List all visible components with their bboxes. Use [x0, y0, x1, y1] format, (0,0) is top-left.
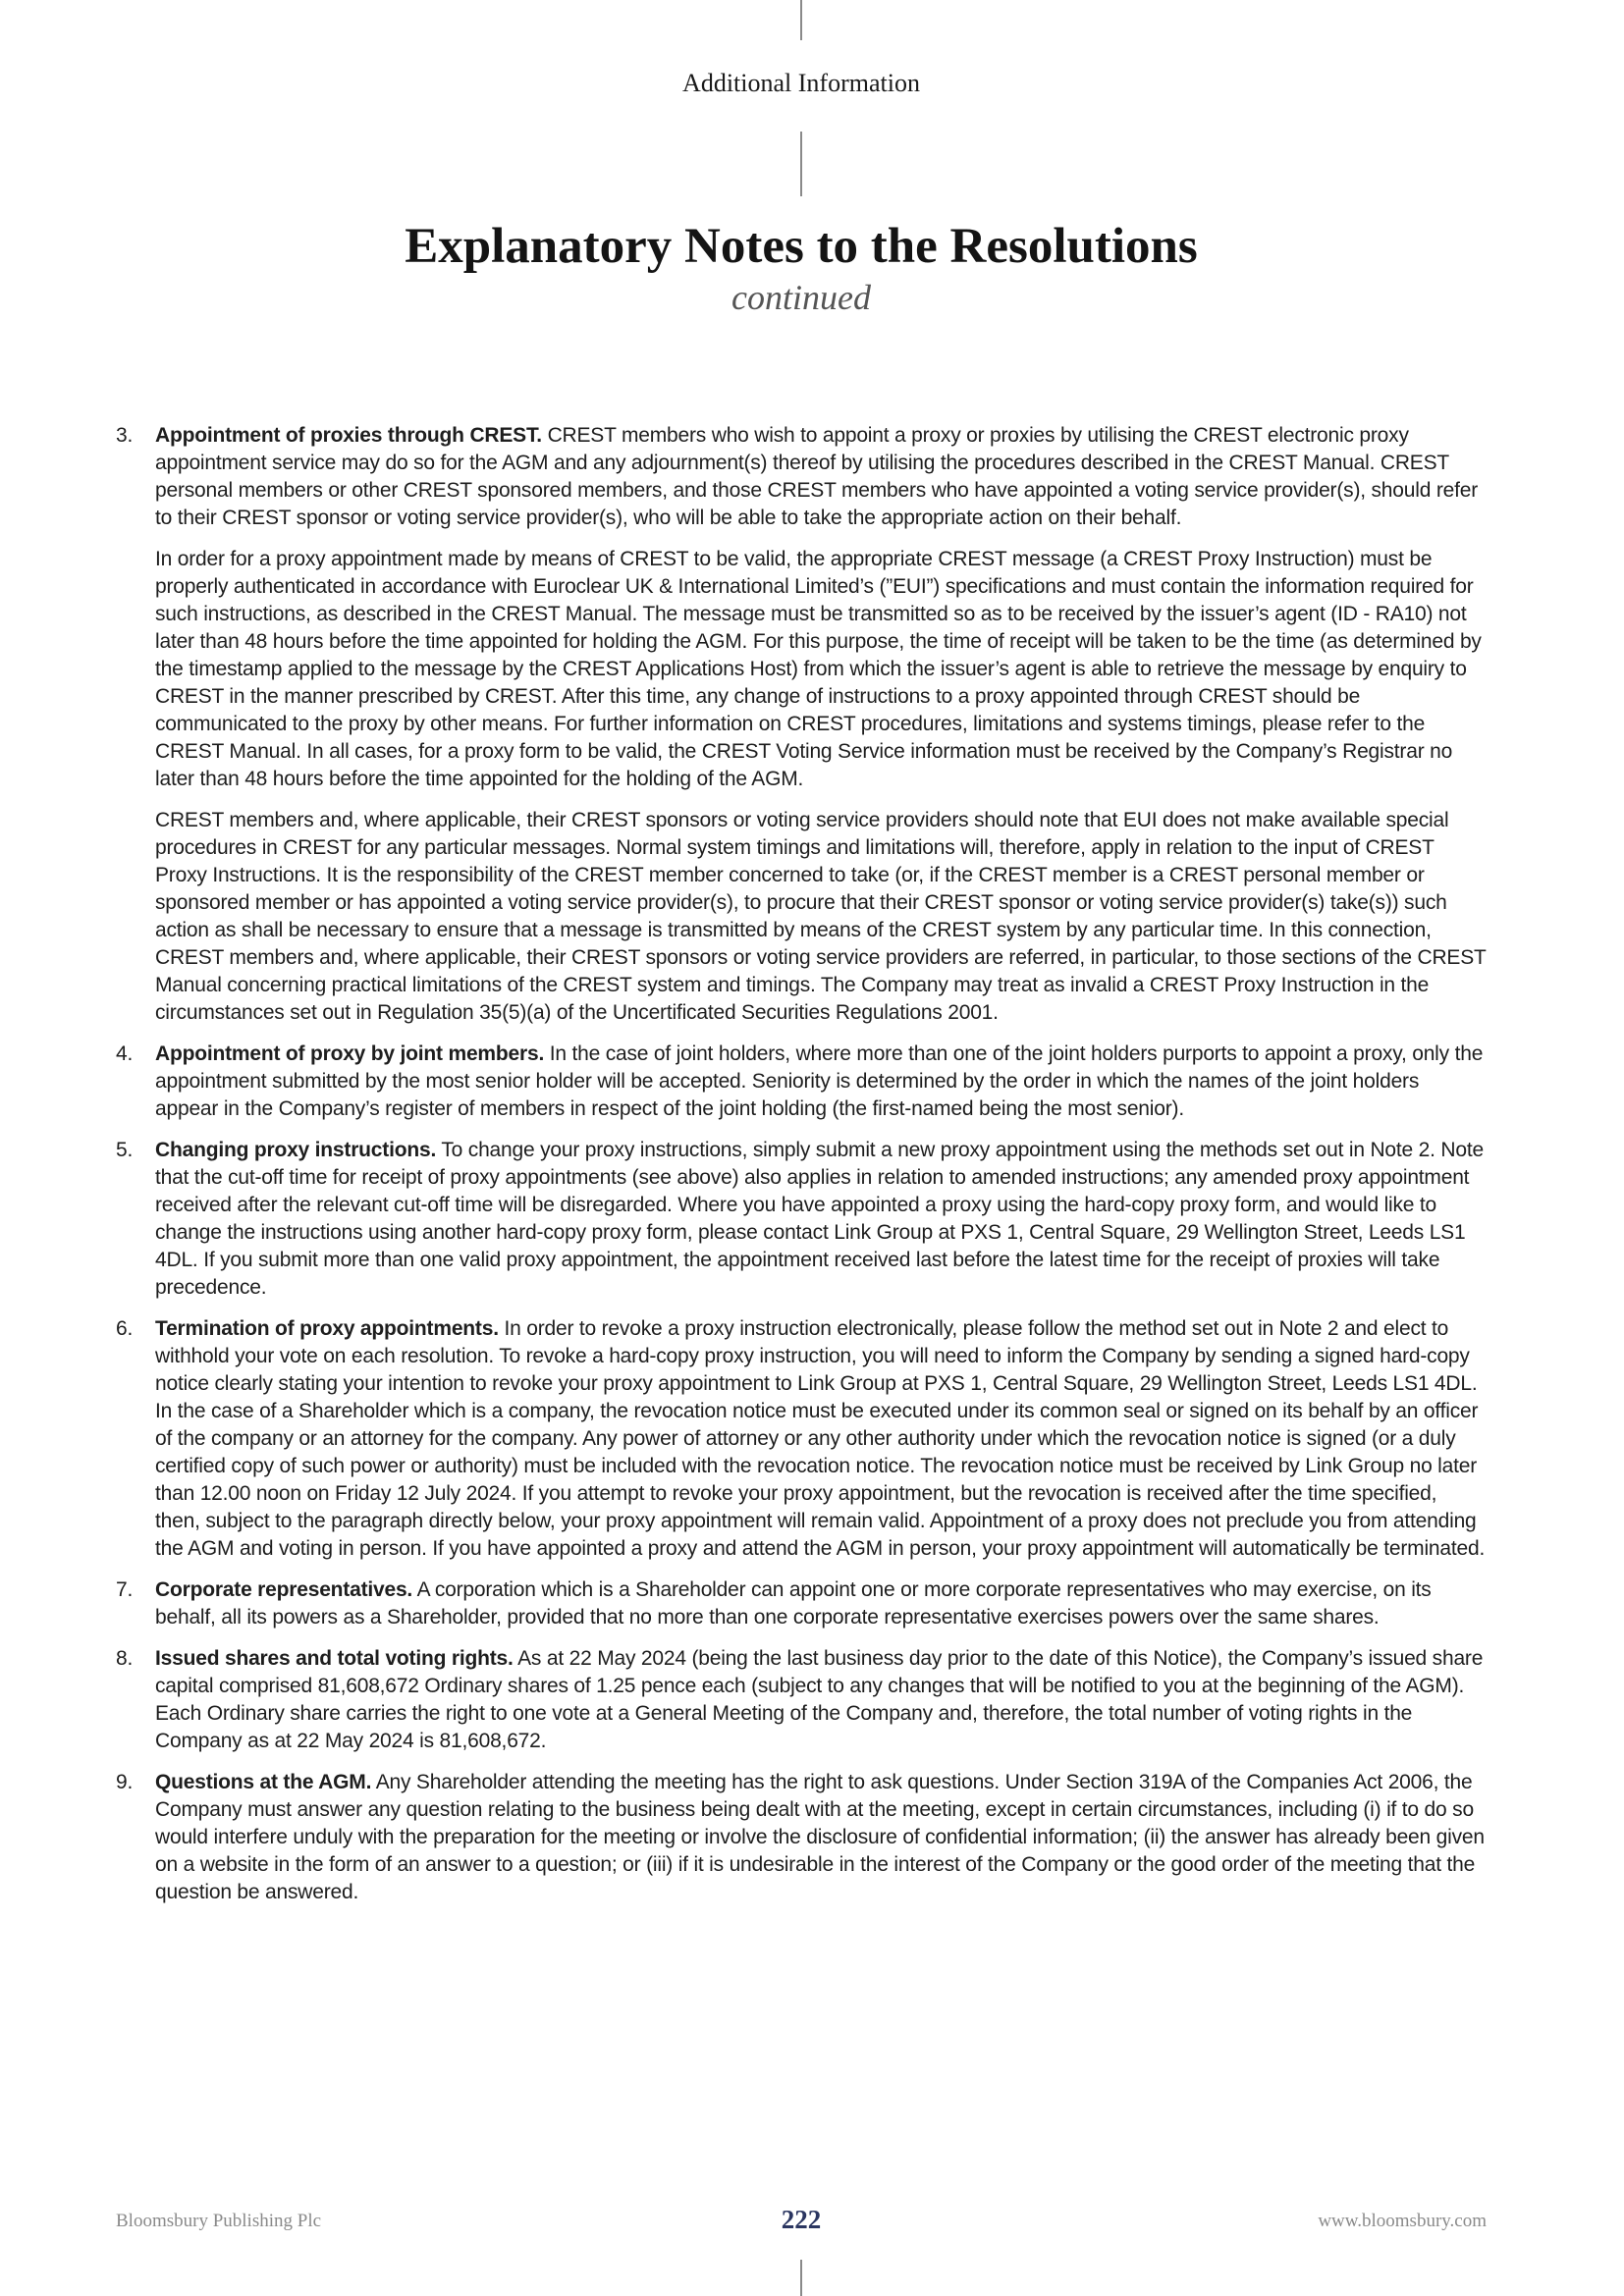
note-number: 5. — [116, 1139, 134, 1161]
note-text: Any Shareholder attending the meeting has the right to ask questions. Under Section 319A of the Companies Act 2006, the Company must answer any question relating to the business being dealt with at the meeting, except in certain circumstances, including (i) if to do so would interfere unduly with the preparation for the meeting or involve the disclosure of confidential information; (ii) the answer has already been given on a website in the form of an answer to a question; or (iii) if it is undesirable in the interest of the Company or the good order of the meeting that the question be answered. — [155, 1771, 1485, 1903]
note-item — [116, 1645, 1487, 1755]
footer-website: www.bloomsbury.com — [1318, 2211, 1487, 2231]
note-number: 6. — [116, 1317, 134, 1340]
note-item — [116, 1041, 1487, 1123]
page-subtitle: continued — [731, 278, 871, 317]
note-item — [116, 1769, 1487, 1906]
note-item — [116, 1137, 1487, 1302]
note-heading: Appointment of proxy by joint members. — [155, 1042, 545, 1065]
notes-list — [116, 422, 1487, 1920]
note-number: 3. — [116, 424, 134, 447]
note-item — [116, 1576, 1487, 1631]
note-heading: Appointment of proxies through CREST. — [155, 424, 542, 447]
note-heading: Corporate representatives. — [155, 1578, 413, 1601]
note-text: CREST members who wish to appoint a proxy or proxies by utilising the CREST electronic proxy appointment service may do so for the AGM and any adjournment(s) thereof by utilising the procedures described in the CREST Manual. CREST personal members or other CREST sponsored members, and those CREST members who have appointed a voting service provider(s), should refer to their CREST sponsor or voting service provider(s), who will be able to take the appropriate action on their behalf. — [155, 424, 1478, 529]
note-number: 7. — [116, 1578, 134, 1601]
note-heading: Changing proxy instructions. — [155, 1139, 437, 1161]
header-divider-line — [800, 132, 802, 196]
note-text: As at 22 May 2024 (being the last business day prior to the date of this Notice), the Company’s issued share capital comprised 81,608,672 Ordinary shares of 1.25 pence each (subject to any changes that will be notified to you at the beginning of the AGM). Each Ordinary share carries the right to one vote at a General Meeting of the Company and, therefore, the total number of voting rights in the Company as at 22 May 2024 is 81,608,672. — [155, 1647, 1484, 1752]
note-paragraph — [155, 807, 1487, 1027]
top-divider-line — [800, 0, 802, 40]
note-paragraph — [155, 422, 1487, 532]
note-number: 8. — [116, 1647, 134, 1670]
note-paragraph — [155, 1645, 1487, 1755]
note-item — [116, 1315, 1487, 1563]
note-number: 9. — [116, 1771, 134, 1793]
page-number: 222 — [781, 2205, 822, 2234]
note-paragraph — [155, 1041, 1487, 1123]
bottom-divider-line — [800, 2260, 802, 2296]
note-heading: Termination of proxy appointments. — [155, 1317, 499, 1340]
note-paragraph — [155, 1769, 1487, 1906]
note-paragraph — [155, 1315, 1487, 1563]
note-text: CREST members and, where applicable, their CREST sponsors or voting service providers should note that EUI does not make available special procedures in CREST for any particular messages. Normal system timings and limitations will, therefore, apply in relation to the input of CREST Proxy Instructions. It is the responsibility of the CREST member concerned to take (or, if the CREST member is a CREST personal member or sponsored member or has appointed a voting service provider(s), to procure that their CREST sponsor or voting service provider(s) take(s)) such action as shall be necessary to ensure that a message is transmitted by means of the CREST system by any particular time. In this connection, CREST members and, where applicable, their CREST sponsors or voting service providers are referred, in particular, to those sections of the CREST Manual concerning practical limitations of the CREST system and timings. The Company may treat as invalid a CREST Proxy Instruction in the circumstances set out in Regulation 35(5)(a) of the Uncertificated Securities Regulations 2001. — [155, 809, 1487, 1024]
note-text: In order to revoke a proxy instruction electronically, please follow the method set out in Note 2 and elect to withhold your vote on each resolution. To revoke a hard-copy proxy instruction, you will need to inform the Company by sending a signed hard-copy notice clearly stating your intention to revoke your proxy appointment to Link Group at PXS 1, Central Square, 29 Wellington Street, Leeds LS1 4DL. In the case of a Shareholder which is a company, the revocation notice must be executed under its common seal or signed on its behalf by an officer of the company or an attorney for the company. Any power of attorney or any other authority under which the revocation notice is signed (or a duly certified copy of such power or authority) must be included with the revocation notice. The revocation notice must be received by Link Group no later than 12.00 noon on Friday 12 July 2024. If you attempt to revoke your proxy appointment, but the revocation is received after the time specified, then, subject to the paragraph directly below, your proxy appointment will remain valid. Appointment of a proxy does not preclude you from attending the AGM and voting in person. If you have appointed a proxy and attend the AGM in person, your proxy appointment will automatically be terminated. — [155, 1317, 1486, 1560]
section-label: Additional Information — [682, 69, 920, 97]
note-heading: Issued shares and total voting rights. — [155, 1647, 514, 1670]
page-footer — [116, 2207, 1487, 2238]
note-text: To change your proxy instructions, simply submit a new proxy appointment using the methods set out in Note 2. Note that the cut-off time for receipt of proxy appointments (see above) also applies in relation to amended instructions; any amended proxy appointment received after the relevant cut-off time will be disregarded. Where you have appointed a proxy using the hard-copy proxy form, and would like to change the instructions using another hard-copy proxy form, please contact Link Group at PXS 1, Central Square, 29 Wellington Street, Leeds LS1 4DL. If you submit more than one valid proxy appointment, the appointment received last before the latest time for the receipt of proxies will take precedence. — [155, 1139, 1484, 1299]
note-item — [116, 422, 1487, 1027]
note-heading: Questions at the AGM. — [155, 1771, 372, 1793]
note-text: In order for a proxy appointment made by means of CREST to be valid, the appropriate CREST message (a CREST Proxy Instruction) must be properly authenticated in accordance with Euroclear UK & International Limited’s (”EUI”) specifications and must contain the information required for such instructions, as described in the CREST Manual. The message must be transmitted so as to be received by the issuer’s agent (ID - RA10) not later than 48 hours before the time appointed for holding the AGM. For this purpose, the time of receipt will be taken to be the time (as determined by the timestamp applied to the message by the CREST Applications Host) from which the issuer’s agent is able to retrieve the message by enquiry to CREST in the manner prescribed by CREST. After this time, any change of instructions to a proxy appointed through CREST should be communicated to the proxy by other means. For further information on CREST procedures, limitations and systems timings, please refer to the CREST Manual. In all cases, for a proxy form to be valid, the CREST Voting Service information must be received by the Company’s Registrar no later than 48 hours before the time appointed for the holding of the AGM. — [155, 548, 1482, 790]
note-paragraph — [155, 1576, 1487, 1631]
footer-company: Bloomsbury Publishing Plc — [116, 2211, 322, 2231]
page-title: Explanatory Notes to the Resolutions — [405, 219, 1198, 274]
note-text: A corporation which is a Shareholder can appoint one or more corporate representatives who may exercise, on its behalf, all its powers as a Shareholder, provided that no more than one corporate representative exercises powers over the same shares. — [155, 1578, 1432, 1629]
note-number: 4. — [116, 1042, 134, 1065]
note-paragraph — [155, 1137, 1487, 1302]
note-text: In the case of joint holders, where more than one of the joint holders purports to appoint a proxy, only the appointment submitted by the most senior holder will be accepted. Seniority is determined by the order in which the names of the joint holders appear in the Company’s register of members in respect of the joint holding (the first-named being the most senior). — [155, 1042, 1484, 1120]
note-paragraph — [155, 546, 1487, 793]
